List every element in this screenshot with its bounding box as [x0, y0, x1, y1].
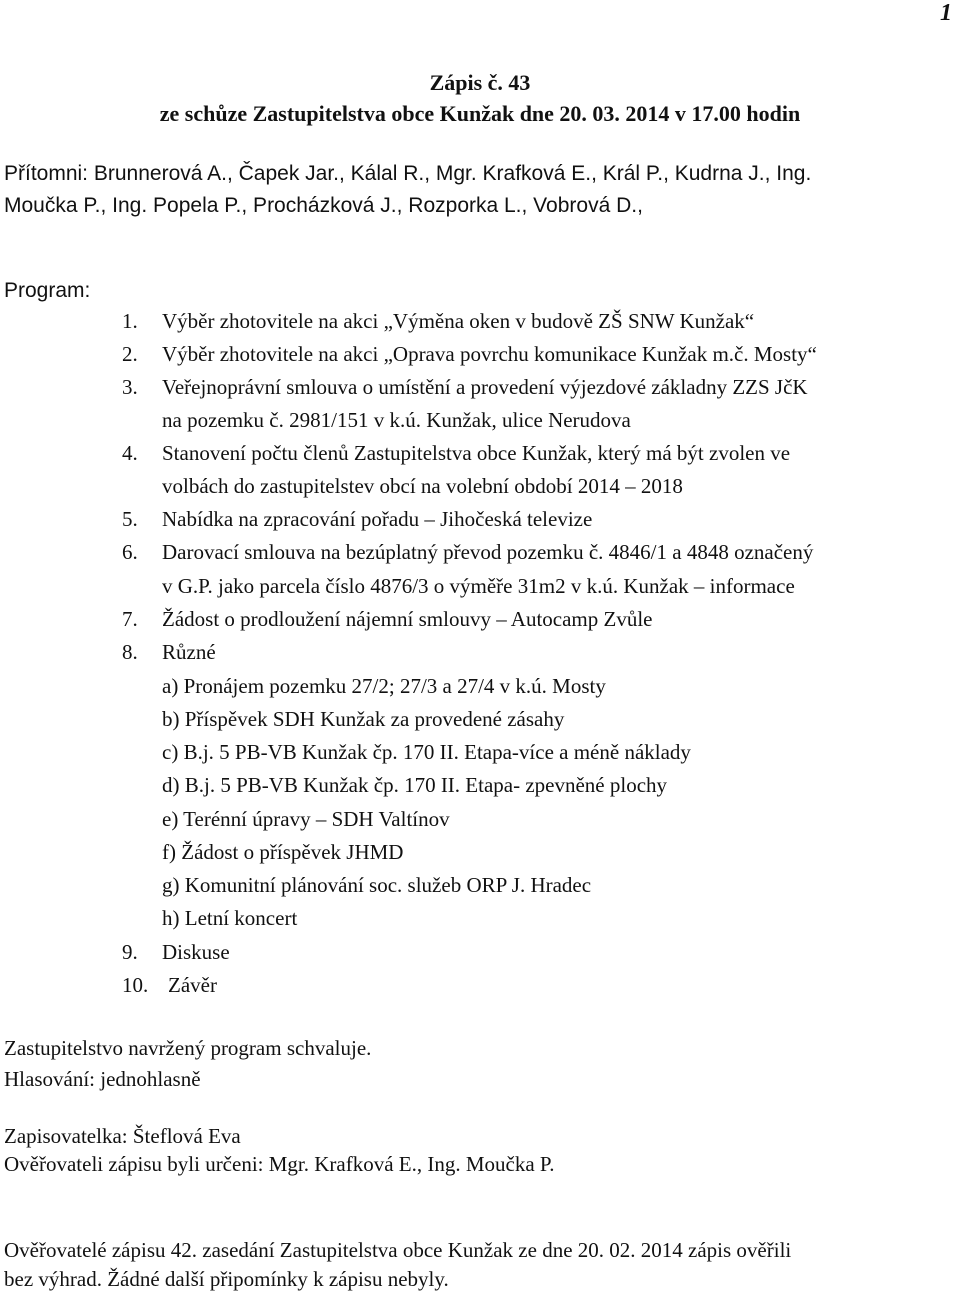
program-item-text: na pozemku č. 2981/151 v k.ú. Kunžak, ulice Nerudova	[162, 408, 631, 432]
program-subitem: c) B.j. 5 PB-VB Kunžak čp. 170 II. Etapa-více a méně náklady	[162, 740, 691, 764]
recorder-line: Zapisovatelka: Šteflová Eva	[4, 1124, 241, 1148]
program-item-number: 5.	[122, 507, 138, 531]
program-item-number: 10.	[122, 973, 149, 997]
program-item-text: Výběr zhotovitele na akci „Oprava povrchu komunikace Kunžak m.č. Mosty“	[162, 342, 817, 366]
closing-line-2: bez výhrad. Žádné další připomínky k zápisu nebyly.	[4, 1267, 449, 1291]
program-subitem: e) Terénní úpravy – SDH Valtínov	[162, 807, 450, 831]
program-item-number: 1.	[122, 309, 138, 333]
program-item-number: 6.	[122, 540, 138, 564]
document-title: Zápis č. 43	[429, 70, 531, 95]
verifiers-line: Ověřovateli zápisu byli určeni: Mgr. Krafková E., Ing. Moučka P.	[4, 1152, 555, 1176]
program-item-text: Výběr zhotovitele na akci „Výměna oken v budově ZŠ SNW Kunžak“	[162, 309, 755, 333]
program-label: Program:	[4, 279, 91, 302]
document-subtitle: ze schůze Zastupitelstva obce Kunžak dne 20. 03. 2014 v 17.00 hodin	[159, 101, 801, 126]
program-item-number: 9.	[122, 940, 138, 964]
program-item-text: Veřejnoprávní smlouva o umístění a provedení výjezdové základny ZZS JčK	[162, 375, 808, 399]
voting-result: Hlasování: jednohlasně	[4, 1067, 201, 1091]
program-item-number: 7.	[122, 607, 138, 631]
program-item-number: 4.	[122, 441, 138, 465]
program-item-text: volbách do zastupitelstev obcí na volební období 2014 – 2018	[162, 474, 683, 498]
attendees-line-2: Moučka P., Ing. Popela P., Procházková J., Rozporka L., Vobrová D.,	[4, 194, 643, 217]
program-item-text: Diskuse	[162, 940, 230, 964]
program-item-number: 2.	[122, 342, 138, 366]
attendees-line-1: Přítomni: Brunnerová A., Čapek Jar., Kálal R., Mgr. Krafková E., Král P., Kudrna J., Ing.	[4, 162, 812, 185]
program-item-text: Žádost o prodloužení nájemní smlouvy – Autocamp Zvůle	[162, 607, 653, 631]
program-subitem: h) Letní koncert	[162, 906, 298, 930]
program-subitem: d) B.j. 5 PB-VB Kunžak čp. 170 II. Etapa- zpevněné plochy	[162, 773, 668, 797]
program-item-number: 3.	[122, 375, 138, 399]
approval-statement: Zastupitelstvo navržený program schvaluje.	[4, 1036, 372, 1060]
program-item-text: Závěr	[168, 973, 217, 997]
program-subitem: a) Pronájem pozemku 27/2; 27/3 a 27/4 v k.ú. Mosty	[162, 674, 606, 698]
program-subitem: b) Příspěvek SDH Kunžak za provedené zásahy	[162, 707, 565, 731]
program-subitem: f) Žádost o příspěvek JHMD	[162, 840, 404, 864]
page-number: 1	[940, 0, 952, 26]
program-item-number: 8.	[122, 640, 138, 664]
program-subitem: g) Komunitní plánování soc. služeb ORP J. Hradec	[162, 873, 592, 897]
program-item-text: v G.P. jako parcela číslo 4876/3 o výměře 31m2 v k.ú. Kunžak – informace	[162, 574, 795, 598]
program-item-text: Stanovení počtu členů Zastupitelstva obce Kunžak, který má být zvolen ve	[162, 441, 791, 465]
closing-line-1: Ověřovatelé zápisu 42. zasedání Zastupitelstva obce Kunžak ze dne 20. 02. 2014 zápis ověřili	[4, 1238, 792, 1262]
program-item-text: Různé	[162, 640, 216, 664]
program-item-text: Darovací smlouva na bezúplatný převod pozemku č. 4846/1 a 4848 označený	[162, 540, 814, 564]
program-item-text: Nabídka na zpracování pořadu – Jihočeská televize	[162, 507, 593, 531]
